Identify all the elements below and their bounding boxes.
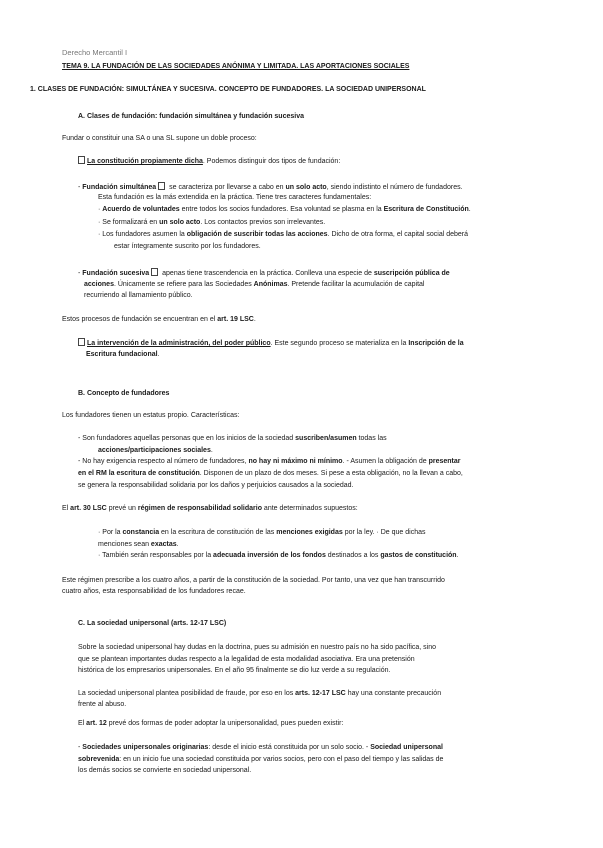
unipersonal-p1-l2: que se plantean importantes dudas respecto a la legalidad de esta modalidad asociativa. Era una pretensión (78, 656, 415, 663)
checkbox-icon (151, 268, 158, 276)
text: : desde el inicio está constituida por un solo socio. - (208, 744, 371, 751)
prescripcion-line-1: Este régimen prescribe a los cuatro años, a partir de la constitución de la sociedad. Por tanto, una vez que han transcurrido (62, 577, 445, 584)
bullet-constitucion (78, 156, 340, 166)
unipersonal-p1-l3: histórica de los empresarios unipersonales. En el año 95 finalmente se dio luz verde a su regulación. (78, 667, 391, 674)
unipersonal-p4-l2 (78, 755, 443, 764)
unipersonal-p4-l3: los demás socios se convierte en sociedad unipersonal. (78, 767, 252, 774)
unipersonal-p2-l2: frente al abuso. (78, 701, 127, 708)
text: . Pretende facilitar la acumulación de capital (287, 281, 425, 288)
checkbox-icon (158, 182, 165, 190)
sucesiva-line-3: recurriendo al llamamiento público. (84, 292, 193, 299)
term: gastos de constitución (380, 552, 457, 559)
unipersonal-p1-l1: Sobre la sociedad unipersonal hay dudas en la doctrina, pues su admisión en nuestro país no ha sido pacífica, sino (78, 644, 437, 651)
prescripcion-line-2: cuatro años, esta responsabilidad de los fundadores recae. (62, 588, 246, 595)
term: no hay ni máximo ni mínimo (248, 458, 343, 465)
text: . Este segundo proceso se materializa en la (270, 340, 409, 347)
term: en el RM la escritura de constitución (78, 470, 200, 477)
text: · También serán responsables por la (98, 552, 214, 559)
text: El (78, 720, 87, 727)
text: menciones sean (98, 541, 151, 548)
text: apenas tiene trascendencia en la práctica. Conlleva una especie de (160, 270, 374, 277)
bullet-bold: La intervención de la administración, del poder público (87, 340, 271, 347)
term: Escritura fundacional (86, 351, 158, 358)
article-ref: arts. 12-17 LSC (295, 690, 346, 697)
text: se caracteriza por llevarse a cabo en (167, 184, 286, 191)
text: . (210, 447, 213, 454)
text: Estos procesos de fundación se encuentran en el (62, 316, 218, 323)
term: régimen de responsabilidad solidario (137, 505, 262, 512)
title-ref: (arts. 12-17 LSC) (169, 620, 227, 627)
unipersonal-p4-l1 (78, 743, 443, 752)
part-a-intro: Fundar o constituir una SA o una SL supone un doble proceso: (62, 135, 257, 142)
term: Inscripción de la (408, 340, 464, 347)
term: Acuerdo de voluntades (102, 206, 180, 213)
text: . Disponen de un plazo de dos meses. Si pese a esta obligación, no la llevan a cabo, (199, 470, 463, 477)
term: menciones exigidas (276, 529, 343, 536)
simultanea-line-2: Esta fundación es la más extendida en la práctica. Tiene tres caracteres fundamentales: (98, 194, 372, 201)
term: sobrevenida (78, 756, 120, 763)
sucesiva-line-1 (78, 268, 450, 278)
term: suscripción pública de (373, 270, 450, 277)
course-name: Derecho Mercantil I (62, 48, 128, 57)
term-sucesiva: Fundación sucesiva (82, 270, 150, 277)
responsabilidad-line-2 (98, 540, 179, 549)
text: en la escritura de constitución de las (159, 529, 277, 536)
text: - (78, 744, 83, 751)
checkbox-icon (78, 156, 85, 164)
text: La sociedad unipersonal plantea posibilidad de fraude, por eso en los (78, 690, 296, 697)
term: Anónimas (253, 281, 288, 288)
term-simultanea: Fundación simultánea (82, 184, 157, 191)
part-c-title (78, 619, 226, 628)
checkbox-icon (78, 338, 85, 346)
article-ref: art. 19 LSC (217, 316, 254, 323)
text: · Por la (98, 529, 123, 536)
art-19-line (62, 315, 256, 324)
text: . (176, 541, 179, 548)
term: acciones/participaciones sociales (98, 447, 211, 454)
text: . Los contactos previos son irrelevantes. (200, 219, 326, 226)
term: presentar (428, 458, 461, 465)
responsabilidad-line-1 (98, 528, 426, 537)
text: prevé un (106, 505, 138, 512)
text: . (157, 351, 160, 358)
text: , siendo indistinto el número de fundadores. (326, 184, 463, 191)
article-ref: art. 30 LSC (70, 505, 107, 512)
text: El (62, 505, 71, 512)
text: destinados a los (325, 552, 381, 559)
bullet-intervencion (78, 338, 464, 348)
text: entre todos los socios fundadores. Esa voluntad se plasma en la (179, 206, 384, 213)
fundadores-line-2 (98, 446, 213, 455)
text: ante determinados supuestos: (261, 505, 358, 512)
part-b-title: B. Concepto de fundadores (78, 390, 170, 397)
simultanea-line-1 (78, 182, 463, 192)
text: hay una constante precaución (345, 690, 442, 697)
bullet-text: . Podemos distinguir dos tipos de fundación: (202, 158, 341, 165)
text: - No hay exigencia respecto al número de fundadores, (78, 458, 249, 465)
text: . Dicho de otra forma, el capital social deberá (327, 231, 469, 238)
part-a-title: A. Clases de fundación: fundación simultánea y fundación sucesiva (78, 113, 304, 120)
bullet-bold: La constitución propiamente dicha (87, 158, 203, 165)
bullet-intervencion-cont (86, 350, 160, 359)
text: · Se formalizará en (98, 219, 160, 226)
text: . - Asumen la obligación de (342, 458, 429, 465)
text: prevé dos formas de poder adoptar la unipersonalidad, pues pueden existir: (106, 720, 344, 727)
term: un solo acto (159, 219, 201, 226)
dash: - (78, 270, 83, 277)
simultanea-sub-1 (98, 205, 471, 214)
term: Sociedades unipersonales originarias (82, 744, 209, 751)
text: · Los fundadores asumen la (98, 231, 187, 238)
dash: - (78, 184, 83, 191)
simultanea-sub-3 (98, 230, 468, 239)
fundadores-line-1 (78, 434, 387, 443)
part-b-intro: Los fundadores tienen un estatus propio. Características: (62, 412, 240, 419)
text: por la ley. · De que dichas (342, 529, 426, 536)
art-30-line (62, 504, 358, 513)
fundadores-line-3 (78, 457, 460, 466)
sucesiva-line-2 (84, 280, 424, 289)
term: acciones (84, 281, 114, 288)
section-title: 1. CLASES DE FUNDACIÓN: SIMULTÁNEA Y SUCESIVA. CONCEPTO DE FUNDADORES. LA SOCIEDAD UNIPERSONAL (30, 86, 426, 93)
term: constancia (122, 529, 160, 536)
title-bold: C. La sociedad unipersonal (78, 620, 170, 627)
simultanea-sub-2 (98, 218, 325, 227)
fundadores-line-5: se genera la responsabilidad solidaria por los daños y perjuicios causados a la sociedad. (78, 482, 354, 489)
text: - Son fundadores aquellas personas que en los inicios de la sociedad (78, 435, 296, 442)
text: todas las (356, 435, 387, 442)
term: suscriben/asumen (295, 435, 357, 442)
article-ref: art. 12 (86, 720, 107, 727)
dot: · (98, 206, 103, 213)
simultanea-sub-3-cont: estar íntegramente suscrito por los fundadores. (114, 243, 261, 250)
term: Sociedad unipersonal (370, 744, 443, 751)
art-12-line (78, 719, 343, 728)
term: exactas (150, 541, 177, 548)
fundadores-line-4 (78, 469, 463, 478)
text: : en un inicio fue una sociedad constituida por varios socios, pero con el paso del tiempo y las salidas de (119, 756, 444, 763)
term: Escritura de Constitución (383, 206, 469, 213)
unipersonal-p2-l1 (78, 689, 441, 698)
term: un solo acto (285, 184, 327, 191)
text: . (456, 552, 459, 559)
topic-title: TEMA 9. LA FUNDACIÓN DE LAS SOCIEDADES ANÓNIMA Y LIMITADA. LAS APORTACIONES SOCIALES (62, 63, 410, 70)
text: . (253, 316, 256, 323)
term: obligación de suscribir todas las acciones (186, 231, 328, 238)
text: . Únicamente se refiere para las Sociedades (113, 281, 254, 288)
responsabilidad-line-3 (98, 551, 459, 560)
term: adecuada inversión de los fondos (213, 552, 326, 559)
text: . (468, 206, 471, 213)
